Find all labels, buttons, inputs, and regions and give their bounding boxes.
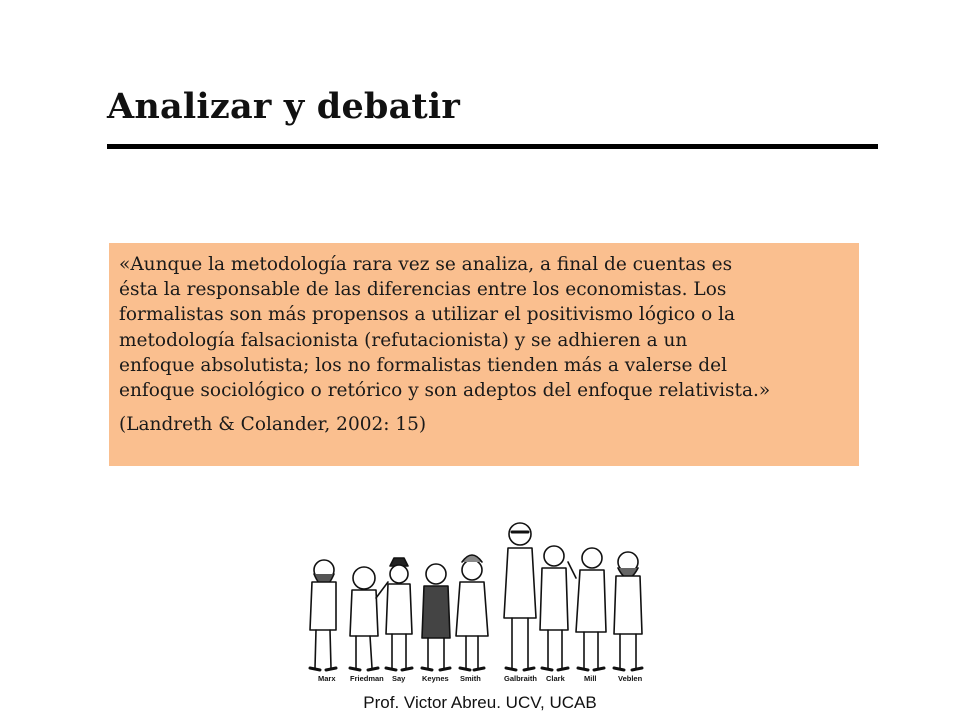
figure-keynes	[422, 564, 450, 670]
figure-marx	[310, 560, 336, 670]
quote-line: enfoque absolutista; los no formalistas tienden más a valerse del	[119, 354, 727, 376]
title-underline	[107, 144, 878, 149]
figure-mill	[568, 548, 606, 670]
caption-keynes: Keynes	[422, 674, 449, 683]
figure-friedman	[350, 567, 388, 670]
caption-smith: Smith	[460, 674, 481, 683]
quote-line: enfoque sociológico o retórico y son adeptos del enfoque relativista.»	[119, 380, 771, 402]
quote-line: formalistas son más propensos a utilizar el positivismo lógico o la	[119, 304, 736, 326]
caption-mill: Mill	[584, 674, 597, 683]
figure-clark	[540, 546, 568, 670]
caption-marx: Marx	[318, 674, 336, 683]
quote-line: metodología falsacionista (refutacionista) y se adhieren a un	[119, 329, 688, 351]
caption-clark: Clark	[546, 674, 565, 683]
caption-veblen: Veblen	[618, 674, 643, 683]
quote-line: ésta la responsable de las diferencias entre los economistas. Los	[119, 279, 727, 301]
quote-citation: (Landreth & Colander, 2002: 15)	[119, 414, 427, 436]
figure-veblen	[614, 552, 642, 670]
figure-say	[386, 558, 412, 670]
quote-line: «Aunque la metodología rara vez se analiza, a final de cuentas es	[119, 254, 733, 275]
quote-text	[119, 252, 849, 403]
quote-box	[109, 243, 859, 466]
caption-say: Say	[392, 674, 406, 683]
economists-cartoon	[306, 518, 658, 688]
figure-galbraith	[504, 523, 536, 670]
figure-smith	[456, 555, 488, 670]
slide-title: Analizar y debatir	[107, 86, 460, 127]
footer-credit: Prof. Victor Abreu. UCV, UCAB	[363, 693, 597, 712]
caption-galbraith: Galbraith	[504, 674, 537, 683]
caption-friedman: Friedman	[350, 674, 384, 683]
